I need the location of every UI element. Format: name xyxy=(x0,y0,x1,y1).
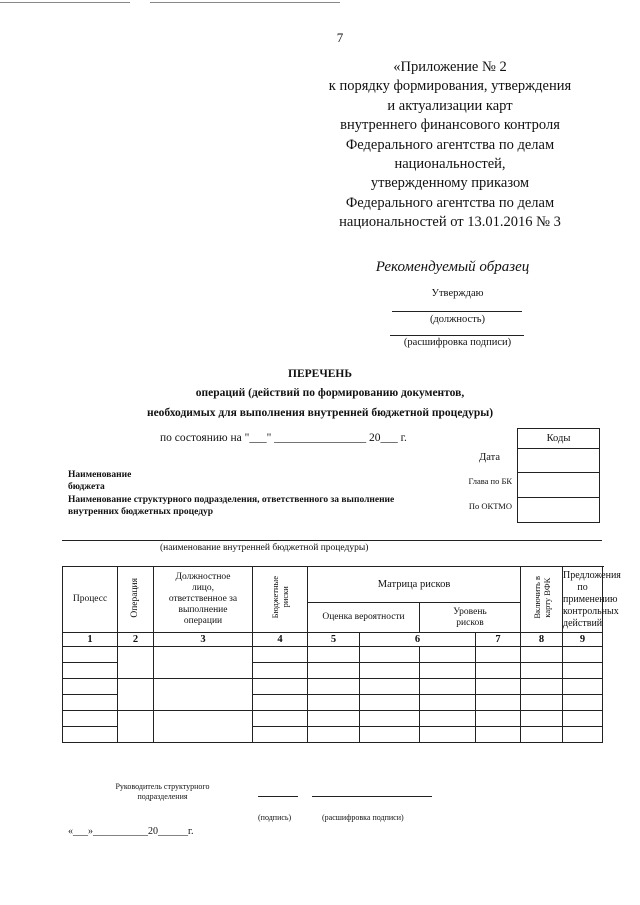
table-cell[interactable] xyxy=(476,679,521,695)
table-cell[interactable] xyxy=(253,647,308,663)
budget-name-line: Наименование xyxy=(68,470,132,480)
column-number: 7 xyxy=(476,633,521,647)
column-number: 5 xyxy=(308,633,360,647)
table-cell[interactable] xyxy=(521,647,563,663)
table-cell[interactable] xyxy=(420,663,476,679)
official-header-line: лицо, xyxy=(191,583,215,593)
column-number: 8 xyxy=(521,633,563,647)
position-line xyxy=(392,311,522,312)
table-cell[interactable] xyxy=(360,711,420,727)
appendix-line: национальностей от 13.01.2016 № 3 xyxy=(339,214,561,231)
appendix-line: утвержденному приказом xyxy=(370,175,530,192)
official-header-line: операции xyxy=(183,616,223,626)
table-cell[interactable] xyxy=(420,679,476,695)
table-cell[interactable] xyxy=(476,663,521,679)
table-cell[interactable] xyxy=(308,679,360,695)
column-number: 9 xyxy=(563,633,603,647)
table-cell[interactable] xyxy=(154,679,253,711)
table-cell[interactable] xyxy=(63,695,118,711)
risks-header-line: Бюджетные xyxy=(270,576,280,619)
top-rule xyxy=(0,2,130,3)
date-label: Дата xyxy=(479,452,500,463)
proposals-header xyxy=(563,567,621,633)
table-row xyxy=(63,711,603,727)
table-cell[interactable] xyxy=(118,711,154,743)
table-row xyxy=(63,647,603,663)
procedure-caption: (наименование внутренней бюджетной процедуры) xyxy=(160,543,369,553)
process-header: Процесс xyxy=(63,567,118,633)
operations-table xyxy=(62,566,621,743)
appendix-line: Федерального агентства по делам xyxy=(345,194,555,211)
bk-code-cell xyxy=(518,473,600,498)
oktmo-code-cell xyxy=(518,498,600,523)
table-cell[interactable] xyxy=(253,727,308,743)
budget-name-label xyxy=(68,469,131,493)
procedure-line xyxy=(62,540,602,541)
head-label-line: Руководитель структурного xyxy=(115,782,210,791)
column-number: 2 xyxy=(118,633,154,647)
title-line-1: операций (действий по формированию документов, xyxy=(195,387,465,399)
table-cell[interactable] xyxy=(308,663,360,679)
table-cell[interactable] xyxy=(253,679,308,695)
operation-header-text: Операция xyxy=(130,577,140,618)
signature-caption: (подпись) xyxy=(258,813,292,822)
official-header-line: ответственное за xyxy=(168,594,238,604)
table-cell[interactable] xyxy=(521,711,563,727)
column-number: 1 xyxy=(63,633,118,647)
table-cell[interactable] xyxy=(521,727,563,743)
table-cell[interactable] xyxy=(63,663,118,679)
level-header-line: Уровень xyxy=(453,606,487,617)
table-cell[interactable] xyxy=(63,647,118,663)
division-line: внутренних бюджетных процедур xyxy=(68,507,214,517)
sample-label: Рекомендуемый образец xyxy=(375,259,530,275)
table-cell[interactable] xyxy=(360,663,420,679)
official-header xyxy=(154,567,253,633)
table-cell[interactable] xyxy=(476,727,521,743)
include-header xyxy=(521,567,563,633)
operation-header xyxy=(118,567,154,633)
table-cell[interactable] xyxy=(63,711,118,727)
approve-label: Утверждаю xyxy=(431,288,484,299)
signature-line xyxy=(390,335,524,336)
level-header-line: рисков xyxy=(456,617,484,628)
column-number: 3 xyxy=(154,633,253,647)
proposals-header-line: Предложения xyxy=(563,569,621,581)
bk-label: Глава по БК xyxy=(468,476,512,486)
division-label xyxy=(68,494,394,518)
table-cell[interactable] xyxy=(63,727,118,743)
document-title: ПЕРЕЧЕНЬ xyxy=(288,368,352,380)
risks-header-line: риски xyxy=(280,586,290,609)
table-cell[interactable] xyxy=(563,695,603,711)
table-cell[interactable] xyxy=(308,727,360,743)
table-cell[interactable] xyxy=(118,679,154,711)
footer-date: «___»___________20______г. xyxy=(68,826,194,837)
proposals-header-line: действий xyxy=(563,617,603,629)
level-header xyxy=(420,603,521,633)
include-header-line: карту ВФК xyxy=(541,577,552,618)
table-cell[interactable] xyxy=(521,695,563,711)
appendix-line: и актуализации карт xyxy=(387,97,513,114)
risks-header xyxy=(253,567,308,633)
table-cell[interactable] xyxy=(360,695,420,711)
budget-name-line: бюджета xyxy=(68,482,105,492)
table-cell[interactable] xyxy=(118,647,154,679)
position-caption: (должность) xyxy=(429,314,486,325)
as-of-date: по состоянию на "___" ________________ 20___ г. xyxy=(160,432,407,444)
column-number: 4 xyxy=(253,633,308,647)
head-label xyxy=(100,782,225,802)
appendix-line: к порядку формирования, утверждения xyxy=(328,78,572,95)
table-cell[interactable] xyxy=(308,695,360,711)
table-cell[interactable] xyxy=(563,711,603,727)
table-cell[interactable] xyxy=(308,711,360,727)
table-cell[interactable] xyxy=(253,711,308,727)
proposals-header-line: по применению xyxy=(563,581,618,605)
appendix-block xyxy=(300,58,600,233)
signature-decode-line xyxy=(312,796,432,797)
table-cell[interactable] xyxy=(521,679,563,695)
table-cell[interactable] xyxy=(420,647,476,663)
appendix-line: национальностей, xyxy=(394,156,506,173)
table-cell[interactable] xyxy=(563,647,603,663)
codes-header: Коды xyxy=(518,429,600,449)
head-label-line: подразделения xyxy=(137,792,188,801)
title-line-2: необходимых для выполнения внутренней бюджетной процедуры) xyxy=(146,407,494,419)
table-cell[interactable] xyxy=(63,679,118,695)
top-rule xyxy=(150,2,340,3)
table-cell[interactable] xyxy=(563,663,603,679)
table-cell[interactable] xyxy=(154,647,253,679)
proposals-header-line: контрольных xyxy=(563,605,619,617)
appendix-line: «Приложение № 2 xyxy=(393,59,507,75)
matrix-header: Матрица рисков xyxy=(308,567,521,603)
include-header-line: Включить в xyxy=(531,576,542,619)
table-cell[interactable] xyxy=(253,663,308,679)
codes-table xyxy=(517,428,600,523)
appendix-line: Федерального агентства по делам xyxy=(345,136,555,153)
table-cell[interactable] xyxy=(253,695,308,711)
table-cell[interactable] xyxy=(420,695,476,711)
official-header-line: выполнение xyxy=(178,605,228,615)
appendix-line: внутреннего финансового контроля xyxy=(340,117,560,134)
signature-line xyxy=(258,796,298,797)
table-cell[interactable] xyxy=(420,711,476,727)
table-cell[interactable] xyxy=(563,727,603,743)
table-cell[interactable] xyxy=(360,647,420,663)
oktmo-label: По ОКТМО xyxy=(468,501,512,511)
date-code-cell xyxy=(518,449,600,473)
table-cell[interactable] xyxy=(308,647,360,663)
table-cell[interactable] xyxy=(360,679,420,695)
table-cell[interactable] xyxy=(476,695,521,711)
official-header-line: Должностное xyxy=(175,572,231,582)
table-cell[interactable] xyxy=(154,711,253,743)
signature-caption: (расшифровка подписи) xyxy=(403,337,512,348)
table-cell[interactable] xyxy=(521,663,563,679)
table-cell[interactable] xyxy=(420,727,476,743)
table-cell[interactable] xyxy=(476,647,521,663)
table-cell[interactable] xyxy=(563,679,603,695)
division-line: Наименование структурного подразделения, ответственного за выполнение xyxy=(68,495,395,505)
page-number: 7 xyxy=(336,30,344,45)
column-number: 6 xyxy=(360,633,476,647)
signature-decode-caption: (расшифровка подписи) xyxy=(322,813,404,822)
table-row xyxy=(63,679,603,695)
table-cell[interactable] xyxy=(360,727,420,743)
probability-header: Оценка вероятности xyxy=(308,603,420,633)
table-cell[interactable] xyxy=(476,711,521,727)
